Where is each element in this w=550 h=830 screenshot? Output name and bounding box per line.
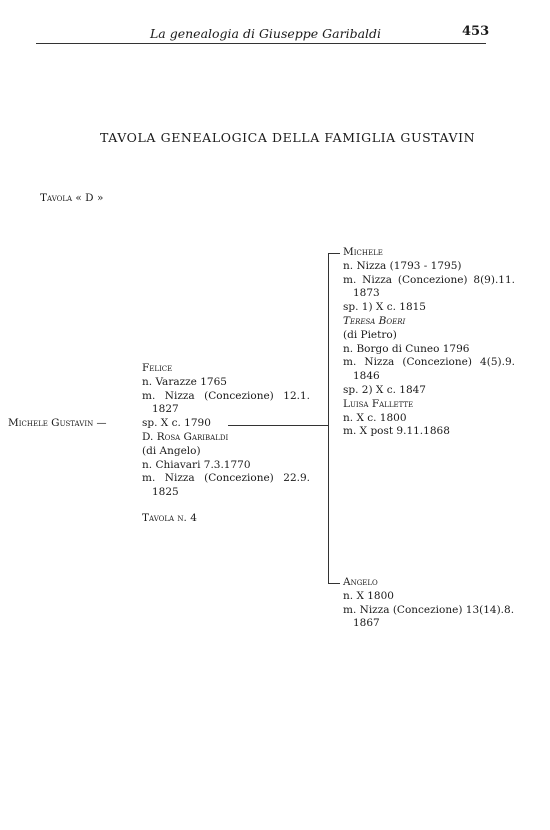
root-dash: —: [96, 418, 107, 429]
michele-spouse2: Luisa Fallette: [343, 397, 414, 410]
page-title: TAVOLA GENEALOGICA DELLA FAMIGLIA GUSTAVIN: [100, 130, 476, 145]
felice-died-a: m.: [142, 389, 156, 402]
michele-marriage2: sp. 2) X c. 1847: [343, 383, 426, 396]
felice-spouse-died-d: 22.9.: [283, 472, 310, 485]
michele-spouse1-died-b: Nizza: [364, 356, 395, 369]
michele-entry: [343, 246, 515, 439]
felice-died-d: 12.1.: [283, 389, 310, 402]
michele-born: n. Nizza (1793 - 1795): [343, 259, 462, 272]
felice-ref: Tavola n. 4: [142, 511, 197, 524]
felice-spouse-died: [142, 472, 310, 486]
connector-top-tick: [328, 253, 340, 254]
tavola-label: Tavola « D »: [40, 192, 104, 204]
michele-spouse2-died: m. X post 9.11.1868: [343, 425, 450, 438]
header-rule: [36, 43, 486, 44]
connector-vertical: [328, 253, 329, 583]
angelo-name: Angelo: [343, 576, 378, 588]
angelo-entry: [343, 576, 515, 631]
michele-died-d: 8(9).11.: [473, 273, 515, 286]
michele-spouse1-died-d: 4(5).9.: [480, 356, 515, 369]
felice-died-b: Nizza: [164, 389, 195, 402]
felice-entry: [142, 362, 310, 526]
michele-spouse1-died-cont: 1846: [353, 370, 380, 383]
felice-spouse-died-cont: 1825: [152, 486, 179, 499]
michele-name: Michele: [343, 246, 383, 258]
michele-died-c: (Concezione): [397, 273, 468, 286]
connector-horizontal: [228, 425, 328, 426]
root-person: [8, 417, 107, 431]
felice-spouse-died-b: Nizza: [164, 472, 195, 485]
felice-died-cont: 1827: [152, 403, 179, 416]
felice-born: n. Varazze 1765: [142, 375, 227, 388]
running-head-title: La genealogia di Giuseppe Garibaldi: [150, 26, 382, 41]
root-name: Michele Gustavin: [8, 417, 94, 429]
connector-bottom-tick: [328, 583, 340, 584]
michele-spouse1: Teresa Boeri: [343, 314, 406, 327]
michele-marriage1: sp. 1) X c. 1815: [343, 301, 426, 314]
felice-spouse-died-a: m.: [142, 472, 156, 485]
angelo-died: m. Nizza (Concezione) 13(14).8.: [343, 603, 515, 616]
felice-name: Felice: [142, 362, 173, 374]
michele-died-a: m.: [343, 273, 357, 286]
page-number: 453: [462, 24, 490, 39]
felice-spouse-parent: (di Angelo): [142, 444, 201, 457]
felice-died: [142, 390, 310, 404]
michele-died: [343, 274, 515, 288]
angelo-died-cont: 1867: [353, 617, 380, 630]
michele-spouse1-died-c: (Concezione): [402, 356, 472, 369]
michele-spouse1-born: n. Borgo di Cuneo 1796: [343, 342, 470, 355]
angelo-born: n. X 1800: [343, 589, 394, 602]
michele-spouse2-born: n. X c. 1800: [343, 411, 407, 424]
michele-spouse1-died: [343, 356, 515, 370]
felice-married: sp. X c. 1790: [142, 417, 211, 430]
felice-spouse: D. Rosa Garibaldi: [142, 430, 229, 443]
michele-died-cont: 1873: [353, 287, 380, 300]
michele-died-b: Nizza: [362, 273, 393, 286]
felice-died-c: (Concezione): [204, 389, 274, 402]
felice-spouse-born: n. Chiavari 7.3.1770: [142, 458, 251, 471]
felice-spouse-died-c: (Concezione): [204, 472, 274, 485]
michele-spouse1-parent: (di Pietro): [343, 328, 397, 341]
michele-spouse1-died-a: m.: [343, 356, 357, 369]
